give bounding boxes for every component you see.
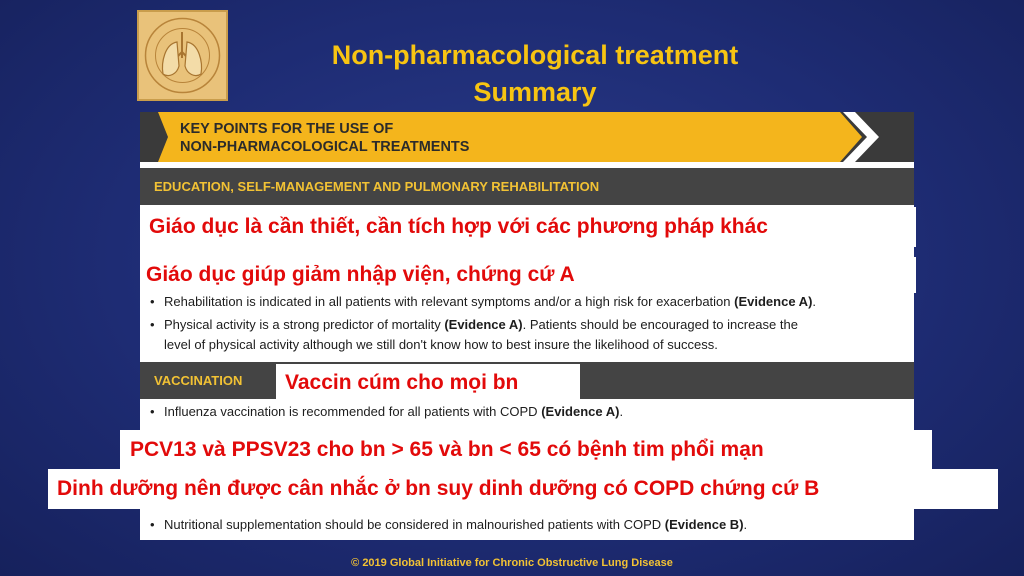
- section-education-bar: [140, 168, 914, 205]
- overlay-pcv-vaccine: PCV13 và PPSV23 cho bn > 65 và bn < 65 có bệnh tim phổi mạn: [120, 430, 932, 470]
- overlay-flu-vaccine: Vaccin cúm cho mọi bn: [276, 364, 580, 402]
- bullet-dot: •: [150, 517, 155, 532]
- bullet-dot: •: [150, 317, 155, 332]
- lungs-icon: [139, 12, 226, 99]
- overlay-education-essential: Giáo dục là cần thiết, cần tích hợp với các phương pháp khác: [140, 207, 916, 247]
- key-points-heading: [180, 120, 800, 156]
- section-education-title: EDUCATION, SELF-MANAGEMENT AND PULMONARY REHABILITATION: [154, 179, 600, 194]
- key-points-banner: [140, 112, 914, 162]
- overlay-education-reduce: Giáo dục giúp giảm nhập viện, chứng cứ A: [140, 257, 916, 293]
- bullet-physical-activity-line2: level of physical activity although we still don't know how to best insure the likelihood of success.: [164, 337, 718, 352]
- bullet-dot: •: [150, 294, 155, 309]
- bullet-dot: •: [150, 404, 155, 419]
- key-points-line1: KEY POINTS FOR THE USE OF: [180, 121, 394, 137]
- bullet-influenza: • Influenza vaccination is recommended for all patients with COPD (Evidence A).: [150, 402, 910, 422]
- bullet-nutrition: • Nutritional supplementation should be considered in malnourished patients with COPD (Evidence B).: [150, 515, 910, 535]
- bullet-physical-activity: • Physical activity is a strong predictor of mortality (Evidence A). Patients should be encouraged to increase the level of physical activity although we still don't know how to best insure the likelihood of success.: [150, 315, 910, 355]
- overlay-nutrition: Dinh dưỡng nên được cân nhắc ở bn suy dinh dưỡng có COPD chứng cứ B: [48, 469, 998, 509]
- page-subtitle: Summary: [473, 77, 597, 107]
- footer-copyright: © 2019 Global Initiative for Chronic Obstructive Lung Disease: [351, 557, 673, 569]
- key-points-line2: NON-PHARMACOLOGICAL TREATMENTS: [180, 139, 470, 155]
- section-vaccination-title: VACCINATION: [154, 373, 243, 388]
- page-title: Non-pharmacological treatment: [331, 40, 739, 70]
- bullet-rehabilitation: • Rehabilitation is indicated in all patients with relevant symptoms and/or a high risk for exacerbation (Evidence A).: [150, 292, 910, 312]
- gold-logo: [137, 10, 228, 101]
